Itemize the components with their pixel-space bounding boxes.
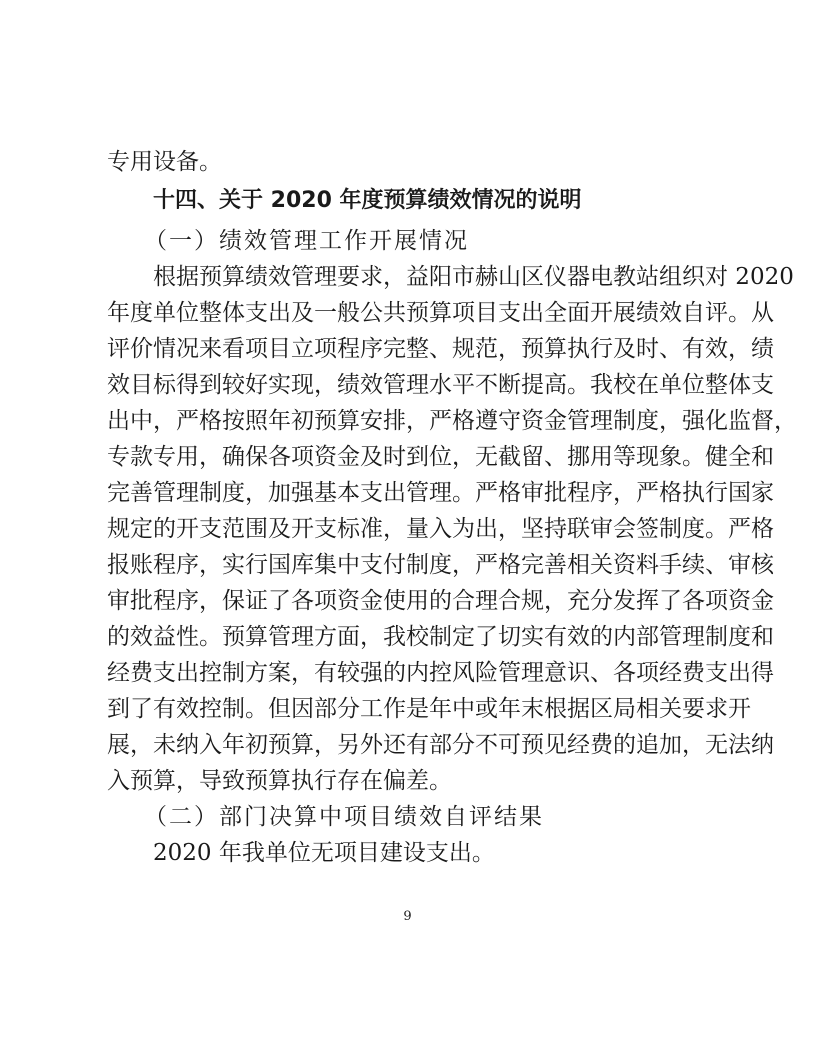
section-heading: 十四、关于 2020 年度预算绩效情况的说明 [153,188,582,213]
subsection-heading: （二）部门决算中项目绩效自评结果 [144,804,544,830]
paragraph-line: 完善管理制度，加强基本支出管理。严格审批程序，严格执行国家 [107,480,774,506]
paragraph-line: 经费支出控制方案，有较强的内控风险管理意识、各项经费支出得 [107,660,774,686]
paragraph-line: 专用设备。 [107,149,222,175]
paragraph-line: 到了有效控制。但因部分工作是年中或年末根据区局相关要求开 [107,696,751,722]
subsection-heading: （一）绩效管理工作开展情况 [144,228,469,254]
paragraph-line: 报账程序，实行国库集中支付制度，严格完善相关资料手续、审核 [107,552,774,578]
paragraph-line: 评价情况来看项目立项程序完整、规范，预算执行及时、有效，绩 [107,336,774,362]
paragraph-line: 的效益性。预算管理方面，我校制定了切实有效的内部管理制度和 [107,624,774,650]
paragraph-line: 效目标得到较好实现，绩效管理水平不断提高。我校在单位整体支 [107,372,774,398]
paragraph-line: 专款专用，确保各项资金及时到位，无截留、挪用等现象。健全和 [107,444,774,470]
paragraph-line: 年度单位整体支出及一般公共预算项目支出全面开展绩效自评。从 [107,300,774,326]
paragraph-line: 规定的开支范围及开支标准，量入为出，坚持联审会签制度。严格 [107,516,774,542]
page-number: 9 [403,909,412,924]
paragraph-line: 展，未纳入年初预算，另外还有部分不可预见经费的追加，无法纳 [107,732,774,758]
paragraph-line: 出中，严格按照年初预算安排，严格遵守资金管理制度，强化监督， [107,408,797,434]
paragraph-line: 审批程序，保证了各项资金使用的合理合规，充分发挥了各项资金 [107,588,774,614]
paragraph-line: 根据预算绩效管理要求，益阳市赫山区仪器电教站组织对 2020 [153,264,794,290]
paragraph-line: 入预算，导致预算执行存在偏差。 [107,768,452,794]
paragraph-line: 2020 年我单位无项目建设支出。 [153,840,495,866]
